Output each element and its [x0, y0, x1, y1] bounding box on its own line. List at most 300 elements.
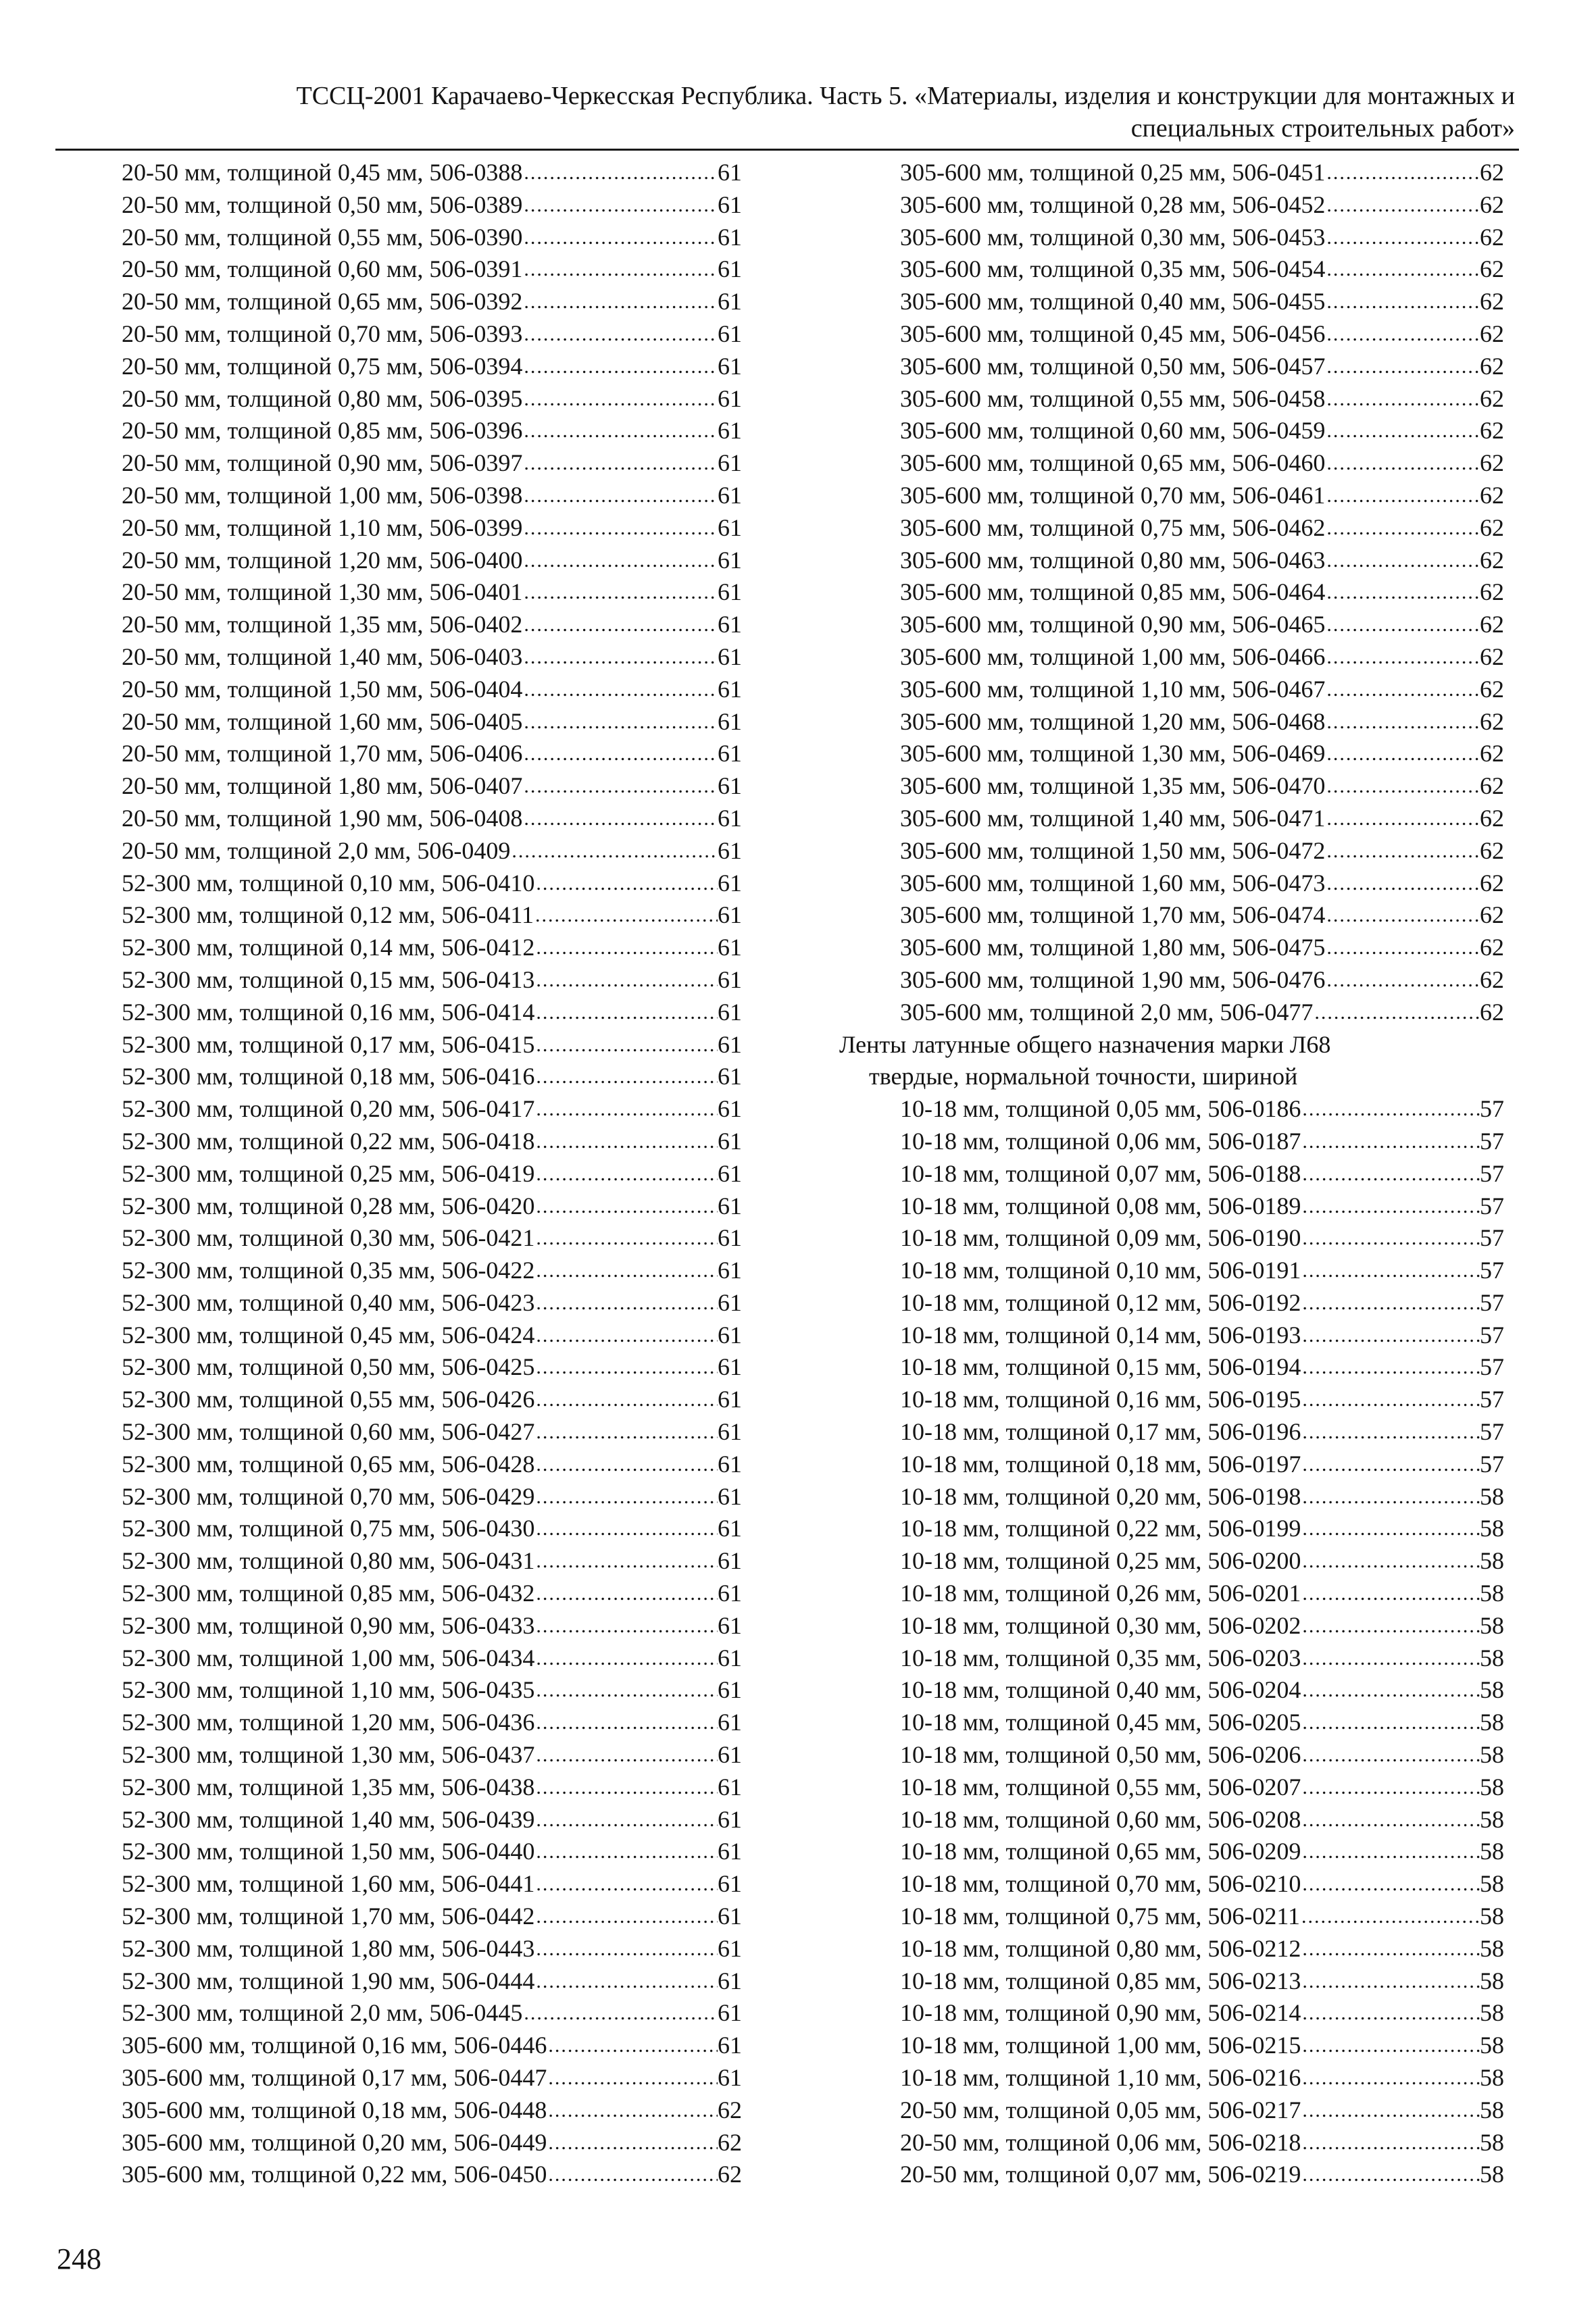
dot-leader [534, 1351, 718, 1384]
right-entries-top [839, 157, 1504, 1029]
index-entry [122, 1416, 742, 1449]
entry-text: 305-600 мм, толщиной 0,16 мм, 506-0446 [122, 2032, 547, 2059]
index-entry [900, 1190, 1504, 1223]
entry-page: 62 [1480, 578, 1504, 606]
entry-text: 305-600 мм, толщиной 0,70 мм, 506-0461 [900, 481, 1326, 509]
dot-leader [1325, 512, 1480, 545]
entry-page: 61 [718, 1838, 742, 1865]
index-entry [122, 1513, 742, 1545]
index-entry [122, 1578, 742, 1610]
index-entry [122, 1126, 742, 1158]
dot-leader [534, 1836, 718, 1868]
index-entry [122, 189, 742, 222]
entry-page: 61 [718, 223, 742, 251]
entry-text: 52-300 мм, толщиной 0,30 мм, 506-0421 [122, 1224, 535, 1252]
entry-page: 61 [718, 191, 742, 218]
dot-leader [534, 1642, 718, 1675]
dot-leader [522, 318, 718, 351]
entry-text: 10-18 мм, толщиной 0,35 мм, 506-0203 [900, 1644, 1301, 1671]
index-entry [122, 1836, 742, 1868]
entry-page: 61 [718, 1386, 742, 1413]
dot-leader [534, 1804, 718, 1836]
dot-leader [522, 157, 718, 189]
dot-leader [1325, 576, 1480, 609]
dot-leader [1301, 2030, 1480, 2062]
entry-page: 62 [1480, 836, 1504, 864]
dot-leader [1301, 1610, 1480, 1642]
entry-page: 62 [1480, 352, 1504, 380]
entry-text: 52-300 мм, толщиной 0,90 мм, 506-0433 [122, 1611, 535, 1639]
entry-text: 305-600 мм, толщиной 0,90 мм, 506-0465 [900, 611, 1326, 638]
entry-page: 57 [1480, 1321, 1504, 1349]
entry-text: 52-300 мм, толщиной 0,85 мм, 506-0432 [122, 1580, 535, 1607]
entry-page: 57 [1480, 1450, 1504, 1478]
entry-page: 58 [1480, 1547, 1504, 1575]
index-entry [122, 609, 742, 641]
entry-text: 20-50 мм, толщиной 0,90 мм, 506-0397 [122, 449, 523, 477]
dot-leader [1325, 253, 1480, 286]
index-entry [122, 1804, 742, 1836]
entry-text: 52-300 мм, толщиной 1,70 мм, 506-0442 [122, 1903, 535, 1930]
entry-text: 305-600 мм, толщиной 0,22 мм, 506-0450 [122, 2161, 547, 2188]
entry-text: 20-50 мм, толщиной 0,80 мм, 506-0395 [122, 384, 523, 412]
dot-leader [1313, 997, 1480, 1029]
entry-text: 20-50 мм, толщиной 1,35 мм, 506-0402 [122, 611, 523, 638]
entry-text: 305-600 мм, толщиной 1,60 мм, 506-0473 [900, 869, 1326, 897]
entry-text: 20-50 мм, толщиной 0,75 мм, 506-0394 [122, 352, 523, 380]
entry-page: 61 [718, 352, 742, 380]
dot-leader [522, 576, 718, 609]
dot-leader [534, 1901, 718, 1933]
entry-text: 10-18 мм, толщиной 0,70 мм, 506-0210 [900, 1870, 1301, 1898]
entry-text: 305-600 мм, толщиной 0,80 мм, 506-0463 [900, 546, 1326, 574]
entry-text: 305-600 мм, толщиной 1,70 мм, 506-0474 [900, 901, 1326, 929]
index-entry [122, 1868, 742, 1901]
dot-leader [510, 835, 718, 867]
entry-text: 10-18 мм, толщиной 0,05 мм, 506-0186 [900, 1095, 1301, 1123]
index-entry [900, 1093, 1504, 1126]
index-entry [900, 1739, 1504, 1771]
index-entry [900, 2127, 1504, 2159]
entry-text: 52-300 мм, толщиной 0,45 мм, 506-0424 [122, 1321, 535, 1349]
index-entry [900, 1449, 1504, 1481]
dot-leader [534, 1255, 718, 1287]
dot-leader [1325, 835, 1480, 867]
dot-leader [1301, 1126, 1480, 1158]
dot-leader [522, 545, 718, 577]
entry-page: 62 [1480, 320, 1504, 347]
entry-text: 52-300 мм, толщиной 0,15 мм, 506-0413 [122, 965, 535, 993]
dot-leader [534, 1739, 718, 1771]
entry-page: 61 [718, 1030, 742, 1058]
index-entry [122, 1093, 742, 1126]
dot-leader [1325, 609, 1480, 641]
dot-leader [534, 1319, 718, 1352]
dot-leader [1301, 1965, 1480, 1998]
entry-text: 10-18 мм, толщиной 0,20 мм, 506-0198 [900, 1482, 1301, 1510]
dot-leader [1301, 1449, 1480, 1481]
entry-text: 305-600 мм, толщиной 0,45 мм, 506-0456 [900, 320, 1326, 347]
index-entry [122, 383, 742, 416]
dot-leader [522, 189, 718, 222]
entry-text: 20-50 мм, толщиной 0,60 мм, 506-0391 [122, 255, 523, 283]
entry-text: 20-50 мм, толщиной 0,70 мм, 506-0393 [122, 320, 523, 347]
entry-text: 305-600 мм, толщиной 1,35 мм, 506-0470 [900, 772, 1326, 800]
entry-text: 10-18 мм, толщиной 0,85 мм, 506-0213 [900, 1967, 1301, 1994]
entry-page: 58 [1480, 1515, 1504, 1542]
entry-page: 58 [1480, 1482, 1504, 1510]
dot-leader [1325, 545, 1480, 577]
entry-text: 10-18 мм, толщиной 0,55 мм, 506-0207 [900, 1773, 1301, 1801]
dot-leader [1301, 1319, 1480, 1352]
entry-page: 58 [1480, 1967, 1504, 1994]
dot-leader [522, 253, 718, 286]
entry-text: 10-18 мм, толщиной 1,00 мм, 506-0215 [900, 2032, 1301, 2059]
dot-leader [522, 738, 718, 770]
dot-leader [1325, 189, 1480, 222]
index-entry [900, 1578, 1504, 1610]
dot-leader [534, 1287, 718, 1319]
entry-text: 10-18 мм, толщиной 1,10 мм, 506-0216 [900, 2064, 1301, 2092]
page-number: 248 [57, 2242, 101, 2275]
entry-page: 61 [718, 2032, 742, 2059]
entry-page: 61 [718, 1127, 742, 1155]
right-entries-bottom [839, 1093, 1504, 2191]
entry-page: 61 [718, 1644, 742, 1671]
entry-text: 52-300 мм, толщиной 1,60 мм, 506-0441 [122, 1870, 535, 1898]
entry-page: 61 [718, 1224, 742, 1252]
entry-page: 57 [1480, 1192, 1504, 1219]
index-entry [900, 1674, 1504, 1707]
index-entry [122, 1481, 742, 1513]
entry-page: 57 [1480, 1224, 1504, 1252]
entry-text: 52-300 мм, толщиной 0,75 мм, 506-0430 [122, 1515, 535, 1542]
index-entry [900, 318, 1504, 351]
index-entry [900, 2159, 1504, 2191]
entry-page: 58 [1480, 1838, 1504, 1865]
index-entry [900, 447, 1504, 480]
index-entry [122, 738, 742, 770]
entry-page: 61 [718, 546, 742, 574]
dot-leader [1325, 641, 1480, 674]
entry-page: 57 [1480, 1095, 1504, 1123]
dot-leader [1325, 803, 1480, 835]
entry-page: 61 [718, 1611, 742, 1639]
entry-page: 62 [1480, 384, 1504, 412]
index-entry [122, 1642, 742, 1675]
index-entry [122, 1351, 742, 1384]
dot-leader [1325, 899, 1480, 932]
dot-leader [522, 447, 718, 480]
dot-leader [1325, 738, 1480, 770]
entry-text: 20-50 мм, толщиной 0,07 мм, 506-0219 [900, 2161, 1301, 2188]
dot-leader [1301, 1158, 1480, 1190]
entry-text: 52-300 мм, толщиной 0,80 мм, 506-0431 [122, 1547, 535, 1575]
entry-page: 61 [718, 675, 742, 703]
entry-page: 61 [718, 1676, 742, 1704]
dot-leader [1301, 1384, 1480, 1416]
index-entry [900, 997, 1504, 1029]
index-entry [122, 351, 742, 383]
dot-leader [534, 1578, 718, 1610]
index-entry [900, 1901, 1504, 1933]
entry-page: 57 [1480, 1288, 1504, 1316]
entry-page: 57 [1480, 1418, 1504, 1446]
entry-text: 20-50 мм, толщиной 0,50 мм, 506-0389 [122, 191, 523, 218]
entry-text: 20-50 мм, толщиной 1,70 мм, 506-0406 [122, 740, 523, 768]
index-entry [900, 932, 1504, 964]
dot-leader [534, 867, 718, 900]
dot-leader [534, 1029, 718, 1061]
index-entry [900, 189, 1504, 222]
dot-leader [1301, 1222, 1480, 1255]
entry-text: 52-300 мм, толщиной 0,60 мм, 506-0427 [122, 1418, 535, 1446]
entry-text: 10-18 мм, толщиной 0,22 мм, 506-0199 [900, 1515, 1301, 1542]
index-entry [900, 803, 1504, 835]
entry-text: 52-300 мм, толщиной 0,40 мм, 506-0423 [122, 1288, 535, 1316]
dot-leader [1325, 351, 1480, 383]
index-entry [122, 1287, 742, 1319]
entry-page: 61 [718, 481, 742, 509]
dot-leader [1325, 964, 1480, 997]
entry-page: 58 [1480, 1805, 1504, 1833]
index-entry [122, 803, 742, 835]
entry-text: 10-18 мм, толщиной 0,10 мм, 506-0191 [900, 1257, 1301, 1284]
dot-leader [1325, 770, 1480, 803]
dot-leader [1301, 1287, 1480, 1319]
entry-page: 61 [718, 1321, 742, 1349]
dot-leader [522, 803, 718, 835]
entry-text: 305-600 мм, толщиной 2,0 мм, 506-0477 [900, 998, 1314, 1026]
entry-page: 61 [718, 578, 742, 606]
dot-leader [1301, 1804, 1480, 1836]
index-entry [900, 1416, 1504, 1449]
entry-page: 62 [1480, 159, 1504, 186]
index-entry [900, 383, 1504, 416]
entry-text: 20-50 мм, толщиной 1,40 мм, 506-0403 [122, 643, 523, 670]
index-entry [122, 1255, 742, 1287]
entry-page: 62 [1480, 223, 1504, 251]
entry-page: 62 [1480, 643, 1504, 670]
entry-text: 305-600 мм, толщиной 0,17 мм, 506-0447 [122, 2064, 547, 2092]
dot-leader [1301, 1481, 1480, 1513]
entry-text: 305-600 мм, толщиной 1,90 мм, 506-0476 [900, 965, 1326, 993]
entry-page: 61 [718, 1353, 742, 1381]
entry-text: 20-50 мм, толщиной 1,00 мм, 506-0398 [122, 481, 523, 509]
index-entry [900, 1610, 1504, 1642]
right-index-column [839, 157, 1504, 2191]
entry-page: 58 [1480, 1676, 1504, 1704]
dot-leader [534, 1158, 718, 1190]
entry-text: 52-300 мм, толщиной 0,55 мм, 506-0426 [122, 1386, 535, 1413]
entry-text: 10-18 мм, толщиной 0,15 мм, 506-0194 [900, 1353, 1301, 1381]
dot-leader [1301, 1190, 1480, 1223]
index-entry [122, 1061, 742, 1093]
dot-leader [534, 1449, 718, 1481]
index-entry [122, 1545, 742, 1578]
entry-page: 61 [718, 1773, 742, 1801]
dot-leader [547, 2159, 718, 2191]
entry-text: 20-50 мм, толщиной 0,85 мм, 506-0396 [122, 417, 523, 445]
entry-page: 61 [718, 836, 742, 864]
dot-leader [534, 1416, 718, 1449]
entry-text: 305-600 мм, толщиной 1,80 мм, 506-0475 [900, 934, 1326, 961]
entry-page: 61 [718, 1159, 742, 1187]
dot-leader [1301, 1933, 1480, 1965]
entry-page: 57 [1480, 1127, 1504, 1155]
index-entry [900, 706, 1504, 738]
entry-page: 61 [718, 965, 742, 993]
entry-page: 61 [718, 513, 742, 541]
entry-page: 58 [1480, 1934, 1504, 1962]
section-heading-line2: твердые, нормальной точности, шириной [869, 1063, 1298, 1090]
entry-text: 20-50 мм, толщиной 0,05 мм, 506-0217 [900, 2096, 1301, 2123]
index-entry [122, 641, 742, 674]
entry-page: 62 [1480, 449, 1504, 477]
dot-leader [1325, 447, 1480, 480]
entry-text: 305-600 мм, толщиной 0,28 мм, 506-0452 [900, 191, 1326, 218]
dot-leader [1325, 383, 1480, 416]
index-entry [900, 738, 1504, 770]
index-entry [900, 545, 1504, 577]
index-entry [122, 1158, 742, 1190]
entry-page: 58 [1480, 1611, 1504, 1639]
index-entry [122, 512, 742, 545]
dot-leader [534, 932, 718, 964]
entry-text: 10-18 мм, толщиной 0,17 мм, 506-0196 [900, 1418, 1301, 1446]
entry-text: 305-600 мм, толщиной 0,40 мм, 506-0455 [900, 288, 1326, 316]
index-entry [122, 286, 742, 318]
section-heading-line1: Ленты латунные общего назначения марки Л68 [839, 1030, 1331, 1058]
dot-leader [522, 770, 718, 803]
dot-leader [1301, 1255, 1480, 1287]
entry-text: 305-600 мм, толщиной 1,20 мм, 506-0468 [900, 707, 1326, 735]
entry-page: 62 [718, 2096, 742, 2123]
index-entry [122, 447, 742, 480]
entry-text: 52-300 мм, толщиной 0,10 мм, 506-0410 [122, 869, 535, 897]
dot-leader [1301, 1545, 1480, 1578]
entry-text: 52-300 мм, толщиной 1,00 мм, 506-0434 [122, 1644, 535, 1671]
entry-text: 305-600 мм, толщиной 0,35 мм, 506-0454 [900, 255, 1326, 283]
entry-page: 61 [718, 1482, 742, 1510]
entry-page: 62 [1480, 740, 1504, 768]
entry-page: 61 [718, 1418, 742, 1446]
index-entry [900, 1255, 1504, 1287]
index-entry [900, 1836, 1504, 1868]
index-entry [122, 1674, 742, 1707]
entry-page: 58 [1480, 1773, 1504, 1801]
entry-text: 10-18 мм, толщиной 0,09 мм, 506-0190 [900, 1224, 1301, 1252]
dot-leader [522, 512, 718, 545]
index-entry [900, 512, 1504, 545]
entry-page: 62 [1480, 611, 1504, 638]
entry-page: 58 [1480, 1580, 1504, 1607]
entry-text: 52-300 мм, толщиной 0,18 мм, 506-0416 [122, 1063, 535, 1090]
entry-page: 62 [1480, 513, 1504, 541]
index-entry [122, 1610, 742, 1642]
entry-text: 52-300 мм, толщиной 0,22 мм, 506-0418 [122, 1127, 535, 1155]
dot-leader [1301, 1868, 1480, 1901]
dot-leader [522, 415, 718, 447]
dot-leader [522, 286, 718, 318]
entry-text: 10-18 мм, толщиной 0,26 мм, 506-0201 [900, 1580, 1301, 1607]
entry-text: 10-18 мм, толщиной 0,14 мм, 506-0193 [900, 1321, 1301, 1349]
index-entry [122, 1222, 742, 1255]
entry-text: 20-50 мм, толщиной 0,55 мм, 506-0390 [122, 223, 523, 251]
entry-page: 61 [718, 1192, 742, 1219]
index-entry [122, 1449, 742, 1481]
entry-text: 52-300 мм, толщиной 1,30 мм, 506-0437 [122, 1741, 535, 1769]
index-entry [122, 835, 742, 867]
dot-leader [1301, 1836, 1480, 1868]
entry-text: 305-600 мм, толщиной 1,00 мм, 506-0466 [900, 643, 1326, 670]
index-entry [900, 351, 1504, 383]
entry-text: 20-50 мм, толщиной 1,50 мм, 506-0404 [122, 675, 523, 703]
dot-leader [1301, 1351, 1480, 1384]
index-entry [900, 1287, 1504, 1319]
entry-text: 10-18 мм, толщиной 0,07 мм, 506-0188 [900, 1159, 1301, 1187]
entry-page: 62 [718, 2161, 742, 2188]
dot-leader [547, 2127, 718, 2159]
dot-leader [534, 1061, 718, 1093]
index-entry [122, 899, 742, 932]
entry-page: 62 [1480, 675, 1504, 703]
index-entry [900, 674, 1504, 706]
entry-page: 61 [718, 643, 742, 670]
dot-leader [547, 2062, 718, 2094]
entry-text: 20-50 мм, толщиной 1,90 мм, 506-0408 [122, 804, 523, 832]
entry-text: 52-300 мм, толщиной 0,20 мм, 506-0417 [122, 1095, 535, 1123]
entry-page: 61 [718, 934, 742, 961]
entry-page: 62 [1480, 417, 1504, 445]
entry-page: 61 [718, 611, 742, 638]
dot-leader [1301, 1707, 1480, 1739]
entry-text: 52-300 мм, толщиной 0,25 мм, 506-0419 [122, 1159, 535, 1187]
index-entry [900, 1965, 1504, 1998]
index-entry [900, 1126, 1504, 1158]
dot-leader [522, 641, 718, 674]
dot-leader [522, 609, 718, 641]
entry-page: 61 [718, 1934, 742, 1962]
index-entry [122, 674, 742, 706]
entry-page: 61 [718, 998, 742, 1026]
index-entry [122, 157, 742, 189]
entry-text: 20-50 мм, толщиной 1,80 мм, 506-0407 [122, 772, 523, 800]
dot-leader [522, 480, 718, 512]
index-entry [900, 1351, 1504, 1384]
dot-leader [1325, 415, 1480, 447]
entry-page: 61 [718, 1288, 742, 1316]
index-entry [900, 2094, 1504, 2127]
dot-leader [1325, 706, 1480, 738]
entry-text: 305-600 мм, толщиной 1,40 мм, 506-0471 [900, 804, 1326, 832]
index-entry [900, 2030, 1504, 2062]
dot-leader [534, 1868, 718, 1901]
dot-leader [1300, 1901, 1480, 1933]
entry-page: 61 [718, 1547, 742, 1575]
entry-page: 61 [718, 1095, 742, 1123]
dot-leader [1301, 2159, 1480, 2191]
entry-text: 52-300 мм, толщиной 0,28 мм, 506-0420 [122, 1192, 535, 1219]
index-entry [122, 770, 742, 803]
index-entry [122, 932, 742, 964]
dot-leader [1325, 286, 1480, 318]
entry-page: 61 [718, 384, 742, 412]
dot-leader [1325, 867, 1480, 900]
entry-page: 58 [1480, 2128, 1504, 2156]
entry-text: 52-300 мм, толщиной 2,0 мм, 506-0445 [122, 1999, 523, 2027]
entry-text: 20-50 мм, толщиной 0,65 мм, 506-0392 [122, 288, 523, 316]
